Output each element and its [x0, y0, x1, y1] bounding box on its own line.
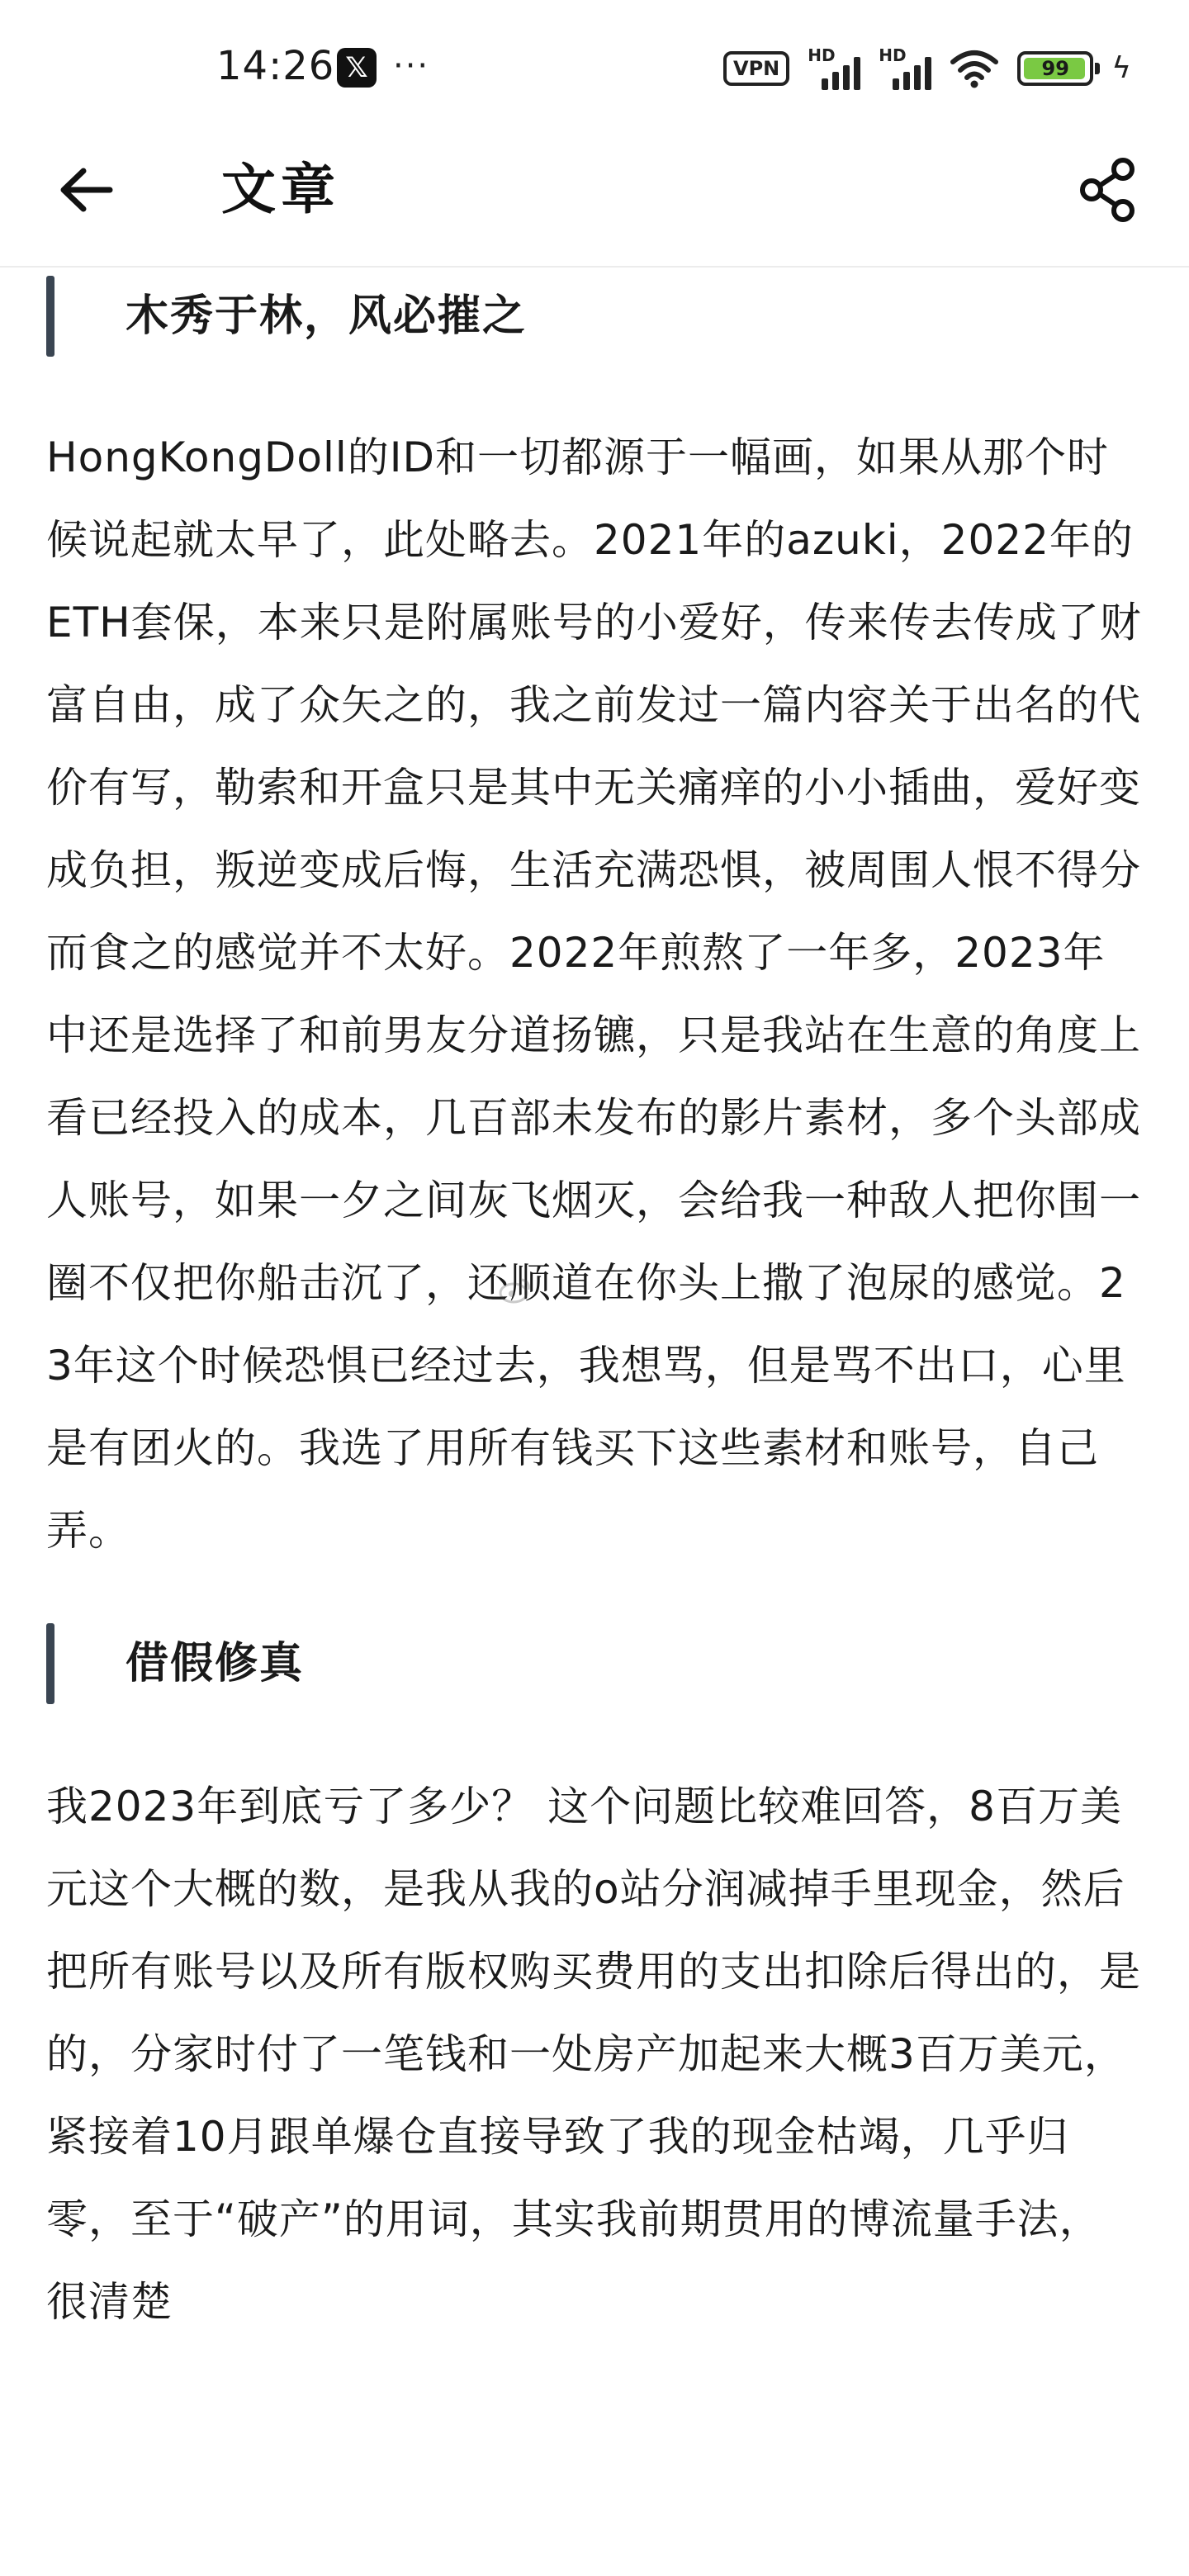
- article-paragraph: 我2023年到底亏了多少？ 这个问题比较难回答，8百万美元这个大概的数，是我从我的o站分润减掉手里现金，然后把所有账号以及所有版权购买费用的支出扣除后得出的，是的，分家时付了一笔钱和一处房产加起来大概3百万美元，紧接着10月跟单爆仓直接导致了我的现金枯竭，几乎归零，至于“破产”的用词，其实我前期贯用的博流量手法，很清楚: [46, 1783, 1141, 2326]
- battery-level: 99: [1041, 57, 1069, 80]
- section-heading: 木秀于林，风必摧之: [46, 276, 1189, 357]
- back-button[interactable]: [53, 157, 119, 223]
- status-bar: [0, 0, 1189, 132]
- charging-icon: ϟ: [1111, 51, 1131, 85]
- battery-icon: [1017, 51, 1093, 86]
- status-time: 14:26: [216, 43, 335, 89]
- signal-1-hd-label: HD: [808, 45, 836, 65]
- page-title: 文章: [221, 158, 340, 221]
- section-heading: 借假修真: [46, 1623, 1189, 1704]
- arrow-left-icon: [59, 167, 113, 213]
- article-paragraph: HongKongDoll的ID和一切都源于一幅画，如果从那个时候说起就太早了，此处略去。2021年的azuki，2022年的ETH套保，本来只是附属账号的小爱好，传来传去传成了财富自由，成了众矢之的，我之前发过一篇内容关于出名的代价有写，勒索和开盒只是其中无关痛痒的小小插曲，爱好变成负担，叛逆变成后悔，生活充满恐惧，被周围人恨不得分而食之的感觉并不太好。2022年煎熬了一年多，2023年中还是选择了和前男友分道扬镳，只是我站在生意的角度上看已经投入的成本，几百部未发布的影片素材，多个头部成人账号，如果一夕之间灰飞烟灭，会给我一种敌人把你围一圈不仅把你船击沉了，还顺道在你头上撒了泡尿的感觉。23年这个时候恐惧已经过去，我想骂，但是骂不出口，心里是有团火的。我选了用所有钱买下这些素材和账号，自己弄。: [46, 433, 1142, 1555]
- status-icons: [723, 46, 1131, 91]
- x-app-icon: 𝕏: [337, 48, 377, 88]
- cellular-signal-1-icon: [808, 47, 860, 90]
- app-header: [0, 132, 1189, 268]
- wifi-icon: [950, 49, 999, 88]
- article-body[interactable]: [0, 268, 1189, 2576]
- cellular-signal-2-icon: [879, 47, 931, 90]
- vpn-icon: VPN: [723, 51, 789, 86]
- share-button[interactable]: [1070, 152, 1146, 228]
- more-notifications-icon: ···: [393, 47, 430, 85]
- share-icon: [1077, 157, 1139, 223]
- signal-2-hd-label: HD: [879, 45, 907, 65]
